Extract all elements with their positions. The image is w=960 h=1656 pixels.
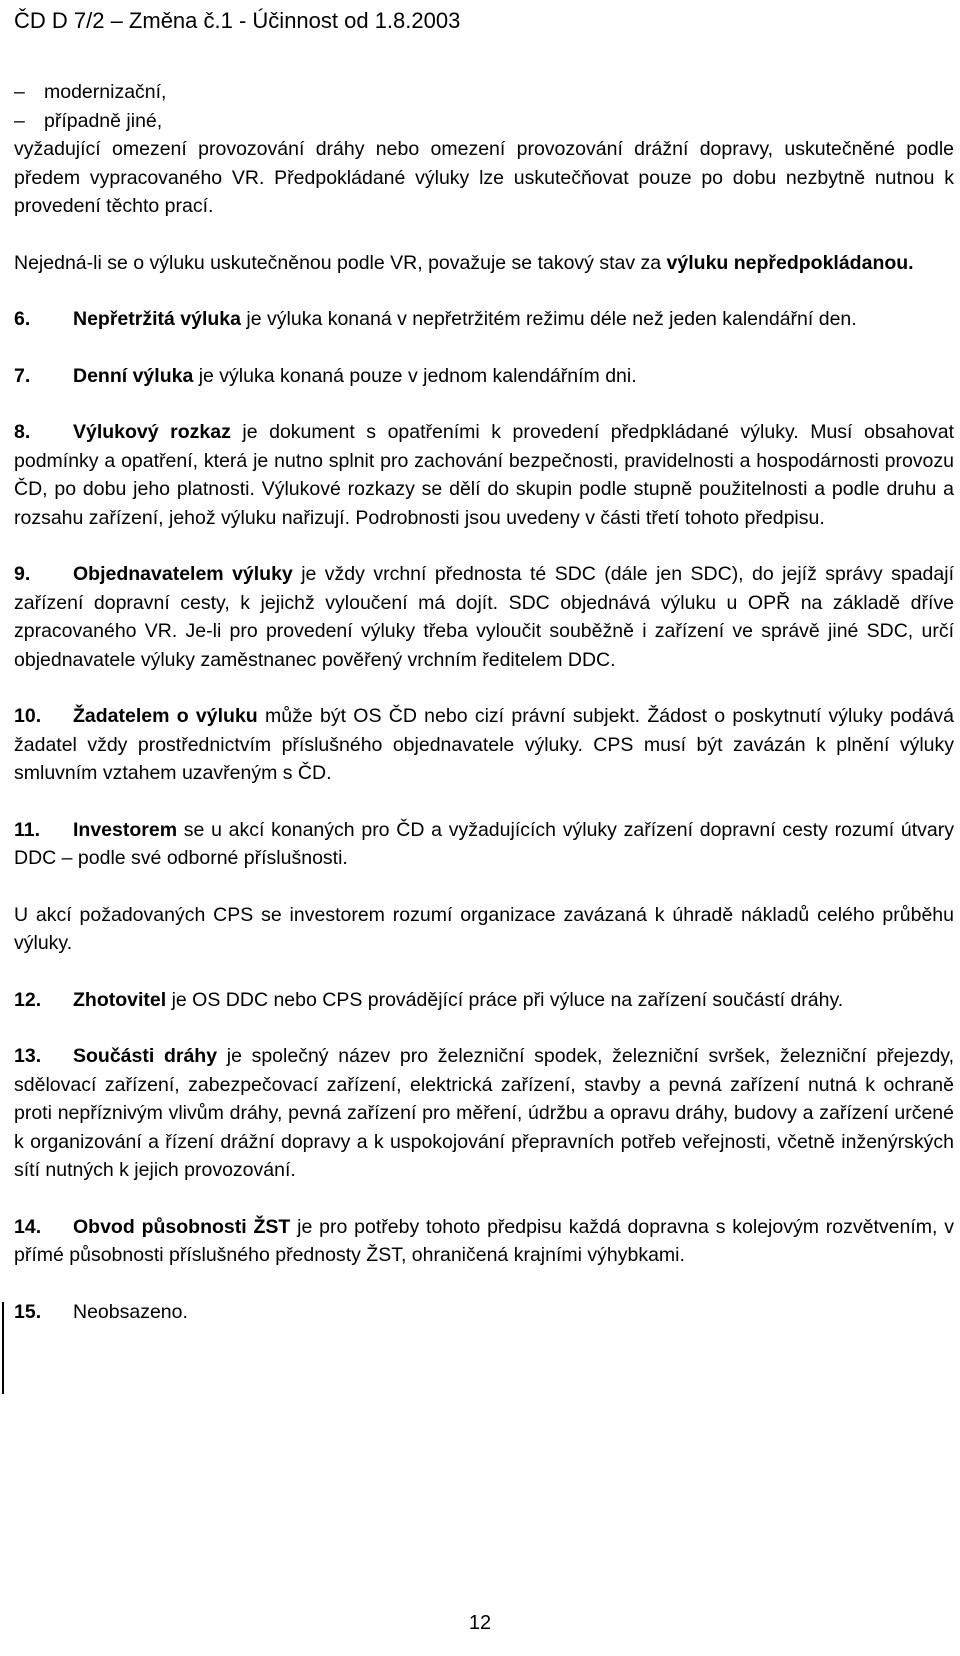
- definition-8: [14, 418, 954, 532]
- dash-item-text: případně jiné,: [44, 109, 163, 132]
- intro-note-term: výluku nepředpokládanou.: [666, 251, 914, 274]
- item-number: 15.: [14, 1300, 42, 1323]
- item-number: 12.: [14, 988, 42, 1011]
- item-term: Žadatelem o výluku: [73, 705, 258, 727]
- item-text: se u akcí konaných pro ČD a vyžadujících výluky zařízení dopravní cesty rozumí útvary DDC – podle své odborné příslušnosti.: [14, 818, 954, 869]
- definition-9: [14, 560, 954, 674]
- item-text: může být OS ČD nebo cizí právní subjekt. Žádost o poskytnutí výluky podává žadatel vždy prostřednictvím příslušného objednavatele výluky. CPS musí být zavázán k plnění výluky smluvním vztahem uzavřeným s ČD.: [14, 705, 954, 784]
- item-text: je OS DDC nebo CPS provádějící práce při výluce na zařízení součástí dráhy.: [166, 988, 844, 1011]
- item-text: je výluka konaná v nepřetržitém režimu déle než jeden kalendářní den.: [241, 308, 857, 330]
- change-bar: [2, 1302, 4, 1394]
- definition-11-extra: U akcí požadovaných CPS se investorem rozumí organizace zavázaná k úhradě nákladů celého průběhu výluky.: [14, 903, 954, 954]
- item-term: Denní výluka: [73, 364, 194, 387]
- item-number: 14.: [14, 1215, 42, 1238]
- item-number: 11.: [14, 818, 41, 841]
- intro-note-text: Nejedná-li se o výluku uskutečněnou podle VR, považuje se takový stav za: [14, 251, 667, 274]
- document-body: [14, 78, 954, 1326]
- item-number: 9.: [14, 563, 31, 585]
- item-term: Investorem: [73, 818, 178, 841]
- item-number: 10.: [14, 705, 42, 727]
- definition-7: [14, 362, 954, 391]
- definition-10: [14, 702, 954, 788]
- dash-list-item: [14, 78, 954, 107]
- dash-bullet: –: [14, 81, 25, 103]
- item-text: je vždy vrchní přednosta té SDC (dále jen SDC), do jejíž správy spadají zařízení dopravní cesty, k jejichž vyloučení má dojít. SDC objednává výluku u OPŘ na základě dříve zpracovaného VR. Je-li pro provedení výluky třeba vyloučit souběžně i zařízení ve správě jiné SDC, určí objednavatele výluky zaměstnanec pověřený vrchním ředitelem DDC.: [14, 563, 954, 671]
- item-text: je společný název pro železniční spodek, železniční svršek, železniční přejezdy, sdělovací zařízení, zabezpečovací zařízení, elektrická zařízení, stavby a pevná zařízení nutná k ochraně proti nepříznivým vlivům dráhy, pevná zařízení pro měření, údržbu a opravu dráhy, budovy a zařízení určené k organizování a řízení drážní dopravy a k uspokojování přepravních potřeb veřejnosti, včetně inženýrských sítí nutných k jejich provozování.: [14, 1045, 955, 1181]
- dash-item-text: modernizační,: [44, 81, 167, 103]
- item-text: je výluka konaná pouze v jednom kalendářním dni.: [193, 364, 637, 387]
- item-number: 7.: [14, 364, 31, 387]
- intro-continuation: vyžadující omezení provozování dráhy nebo omezení provozování drážní dopravy, uskutečněné podle předem vypracovaného VR. Předpokládané výluky lze uskutečňovat pouze po dobu nezbytně nutnou k provedení těchto prací.: [14, 138, 954, 217]
- item-term: Výlukový rozkaz: [73, 421, 231, 443]
- item-number: 13.: [14, 1045, 42, 1067]
- definition-11: [14, 816, 954, 873]
- intro-note: [14, 249, 954, 278]
- item-text: Neobsazeno.: [73, 1300, 188, 1323]
- item-term: Obvod působnosti ŽST: [73, 1215, 291, 1238]
- dash-bullet: –: [14, 109, 25, 132]
- dash-list-item: [14, 107, 954, 136]
- definition-13: [14, 1042, 954, 1185]
- definition-14: [14, 1213, 954, 1270]
- item-term: Zhotovitel: [73, 988, 167, 1011]
- item-number: 8.: [14, 421, 31, 443]
- definition-12: [14, 986, 954, 1015]
- item-text: je pro potřeby tohoto předpisu každá dopravna s kolejovým rozvětvením, v přímé působnosti příslušného přednosty ŽST, ohraničená krajními výhybkami.: [14, 1215, 954, 1266]
- item-text: je dokument s opatřeními k provedení předpkládané výluky. Musí obsahovat podmínky a opatření, která je nutno splnit pro zachování bezpečnosti, pravidelnosti a hospodárnosti provozu ČD, po dobu jeho platnosti. Výlukové rozkazy se dělí do skupin podle stupně použitelnosti a podle druhu a rozsahu zařízení, jehož výluku nařizují. Podrobnosti jsou uvedeny v části třetí tohoto předpisu.: [14, 421, 954, 529]
- item-term: Objednavatelem výluky: [73, 563, 293, 585]
- definition-6: [14, 305, 954, 334]
- item-term: Součásti dráhy: [73, 1045, 218, 1067]
- item-term: Nepřetržitá výluka: [73, 308, 241, 330]
- page-number: 12: [468, 1612, 492, 1634]
- item-number: 6.: [14, 308, 31, 330]
- document-header: ČD D 7/2 – Změna č.1 - Účinnost od 1.8.2003: [14, 8, 461, 33]
- definition-15: [14, 1298, 954, 1327]
